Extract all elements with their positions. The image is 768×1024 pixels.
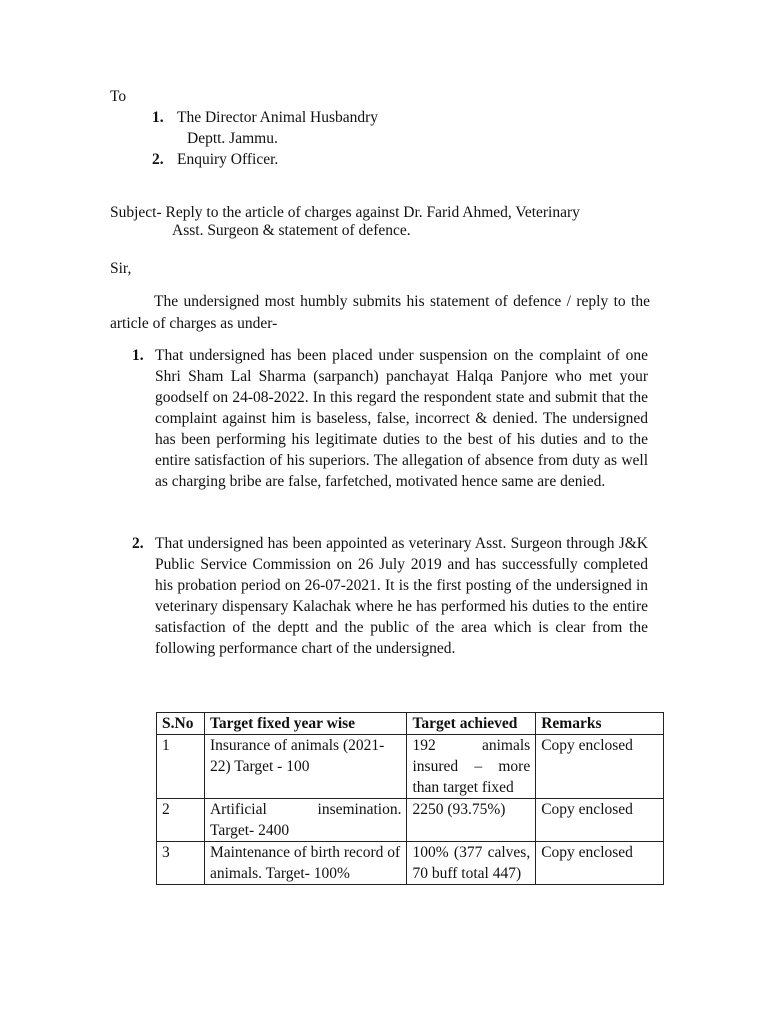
table-cell: 2250 (93.75%) (407, 799, 536, 842)
subject-line-continued: Asst. Surgeon & statement of defence. (172, 222, 411, 239)
addressee-number: 2. (152, 151, 164, 168)
column-header: Target achieved (407, 713, 536, 735)
table-cell: 192 animals insured – more than target fixed (407, 735, 536, 799)
column-header: Remarks (536, 713, 664, 735)
table-cell: 2 (157, 799, 205, 842)
table-row (157, 842, 664, 885)
table-cell: Maintenance of birth record of animals. Target- 100% (204, 842, 407, 885)
to-label: To (110, 88, 127, 105)
table-cell: Copy enclosed (536, 735, 664, 799)
table-cell: Copy enclosed (536, 799, 664, 842)
table-row (157, 735, 664, 799)
table-cell: 100% (377 calves, 70 buff total 447) (407, 842, 536, 885)
point-paragraph: That undersigned has been appointed as veterinary Asst. Surgeon through J&K Public Service Commission on 26 July 2019 and has successfully completed his probation period on 26-07-2021. It is the first posting of the undersigned in veterinary dispensary Kalachak where he has performed his duties to the entire satisfaction of the deptt and the public of the area which is clear from the following performance chart of the undersigned. (155, 535, 648, 657)
table-cell: 3 (157, 842, 205, 885)
table-cell: 1 (157, 735, 205, 799)
point-paragraph: That undersigned has been placed under suspension on the complaint of one Shri Sham Lal Sharma (sarpanch) panchayat Halqa Panjore who met your goodself on 24-08-2022. In this regard the respondent state and submit that the complaint against him is baseless, false, incorrect & denied. The undersigned has been performing his legitimate duties to the best of his duties and to the entire satisfaction of his superiors. The allegation of absence from duty as well as charging bribe are false, farfetched, motivated hence same are denied. (155, 347, 648, 490)
addressee-line: Enquiry Officer. (177, 151, 279, 168)
table-cell: Copy enclosed (536, 842, 664, 885)
table-cell: Artificial insemination. Target- 2400 (204, 799, 407, 842)
column-header: Target fixed year wise (204, 713, 407, 735)
greeting: Sir, (110, 260, 132, 277)
addressee-line: Deptt. Jammu. (187, 130, 278, 147)
subject-line: Subject- Reply to the article of charges against Dr. Farid Ahmed, Veterinary (110, 204, 580, 221)
table-header-row (157, 713, 664, 735)
column-header: S.No (157, 713, 205, 735)
addressee-line: The Director Animal Husbandry (177, 109, 379, 126)
table-cell: Insurance of animals (2021-22) Target - 100 (204, 735, 407, 799)
table-row (157, 799, 664, 842)
performance-table (156, 712, 664, 885)
point-number: 2. (132, 535, 144, 552)
intro-paragraph: The undersigned most humbly submits his statement of defence / reply to the article of charges as under- (110, 293, 650, 332)
addressee-number: 1. (152, 109, 164, 126)
point-number: 1. (132, 347, 144, 364)
